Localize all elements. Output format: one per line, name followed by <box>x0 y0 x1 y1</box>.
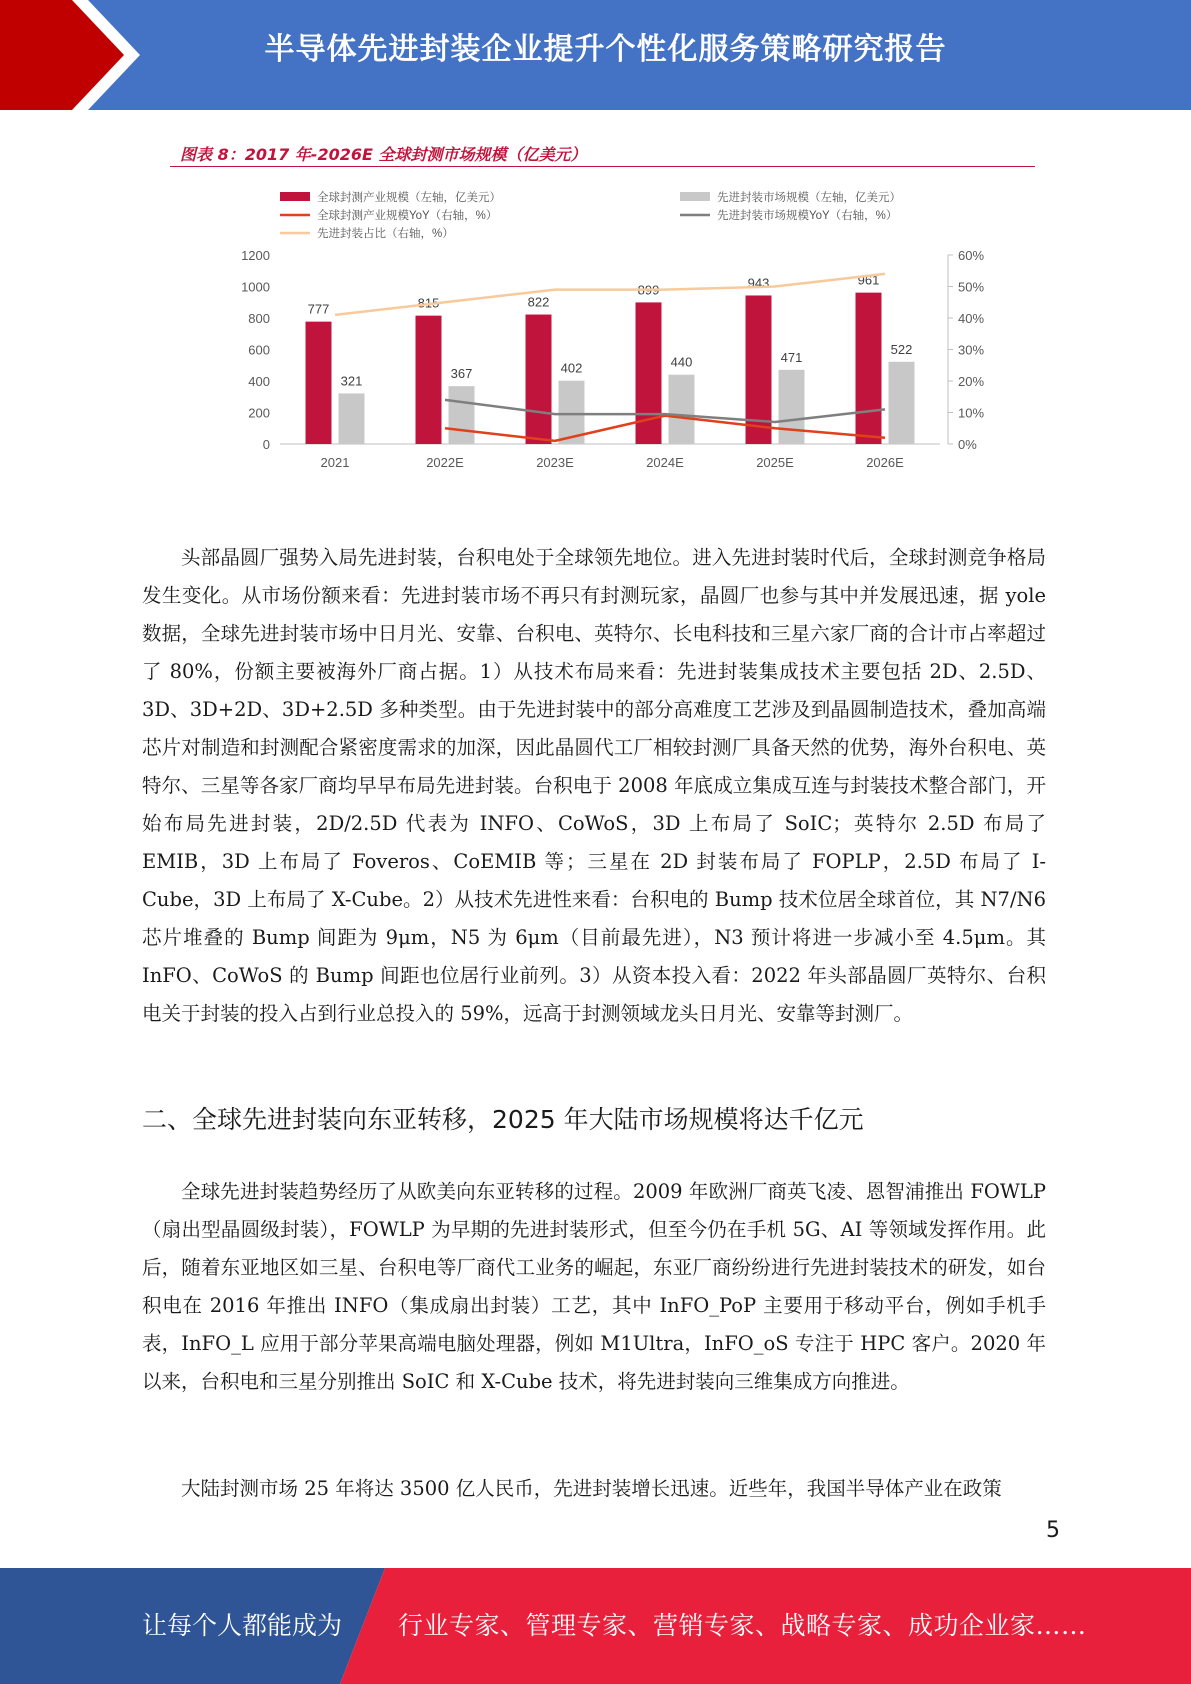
y-left-tick-label: 600 <box>248 342 270 358</box>
y-right-tick-label: 50% <box>958 279 985 295</box>
figure-caption-rule <box>170 166 1035 167</box>
y-right-tick-label: 60% <box>958 248 985 263</box>
figure-caption: 图表 8：2017 年-2026E 全球封测市场规模（亿美元） <box>180 145 587 164</box>
y-right-tick-label: 30% <box>958 342 985 358</box>
bar-data-label: 367 <box>450 366 473 382</box>
bar-data-label: 522 <box>890 341 913 357</box>
y-right-tick-label: 0% <box>958 437 977 452</box>
y-right-tick-label: 10% <box>958 405 985 421</box>
legend-label-1: 先进封装市场规模（左轴，亿美元） <box>717 192 901 204</box>
y-right-tick-label: 20% <box>958 374 985 389</box>
paragraph-2: 全球先进封装趋势经历了从欧美向东亚转移的过程。2009 年欧洲厂商英飞凌、恩智浦推出 FOWLP（扇出型晶圆级封装），FOWLP 为早期的先进封装形式，但至今仍在手机 5G、AI 等领域发挥作用。此后，随着东亚地区如三星、台积电等厂商代工业务的崛起，东亚厂商纷纷进行先进封装技术的研发，如台积电在 2016 年推出 INFO（集成扇出封装）工艺，其中 InFO_PoP 主要用于移动平台，例如手机手表，InFO_L 应用于部分苹果高端电脑处理器，例如 M1Ultra，InFO_oS 专注于 HPC 客户。2020 年以来，台积电和三星分别推出 SoIC 和 X-Cube 技术，将先进封装向三维集成方向推进。 <box>142 1180 1046 1393</box>
bar-data-label: 815 <box>417 295 440 311</box>
legend-label-3: 先进封装市场规模YoY（右轴，%） <box>717 210 898 222</box>
x-tick-label: 2023E <box>536 455 574 470</box>
bar-data-label: 822 <box>527 294 550 310</box>
legend-swatch-1 <box>680 192 710 201</box>
bar-1 <box>669 375 695 444</box>
bar-data-label: 943 <box>747 275 770 291</box>
bar-1 <box>779 370 805 444</box>
x-tick-label: 2025E <box>756 455 794 470</box>
bar-data-label: 321 <box>340 373 363 389</box>
y-left-tick-label: 800 <box>248 311 270 326</box>
bar-0 <box>526 315 552 444</box>
x-tick-label: 2022E <box>426 455 464 470</box>
series-line-3 <box>445 400 885 422</box>
series-line-2 <box>445 416 885 441</box>
paragraph-1: 头部晶圆厂强势入局先进封装，台积电处于全球领先地位。进入先进封装时代后，全球封测竞争格局发生变化。从市场份额来看：先进封装市场不再只有封测玩家，晶圆厂也参与其中并发展迅速，据 yole 数据，全球先进封装市场中日月光、安靠、台积电、英特尔、长电科技和三星六家厂商的合计市占率超过了 80%，份额主要被海外厂商占据。1）从技术布局来看：先进封装集成技术主要包括 2D、2.5D、3D、3D+2D、3D+2.5D 多种类型。由于先进封装中的部分高难度工艺涉及到晶圆制造技术，叠加高端芯片对制造和封测配合紧密度需求的加深，因此晶圆代工厂相较封测厂具备天然的优势，海外台积电、英特尔、三星等各家厂商均早早布局先进封装。台积电于 2008 年底成立集成互连与封装技术整合部门，开始布局先进封装，2D/2.5D 代表为 INFO、CoWoS，3D 上布局了 SoIC；英特尔 2.5D 布局了 EMIB，3D 上布局了 Foveros、CoEMIB 等；三星在 2D 封装布局了 FOPLP，2.5D 布局了 I-Cube，3D 上布局了 X-Cube。2）从技术先进性来看：台积电的 Bump 技术位居全球首位，其 N7/N6 芯片堆叠的 Bump 间距为 9μm，N5 为 6μm（目前最先进），N3 预计将进一步减小至 4.5μm。其 InFO、CoWoS 的 Bump 间距也位居行业前列。3）从资本投入看：2022 年头部晶圆厂英特尔、台积电关于封装的投入占到行业总投入的 59%，远高于封测领域龙头日月光、安靠等封测厂。 <box>142 546 1046 1025</box>
page-number: 5 <box>1046 1518 1060 1543</box>
y-left-tick-label: 1200 <box>241 248 270 263</box>
market-size-chart <box>230 183 985 473</box>
bar-data-label: 402 <box>560 360 583 376</box>
bar-1 <box>449 386 475 444</box>
bar-data-label: 777 <box>307 301 330 317</box>
bar-data-label: 961 <box>857 272 880 288</box>
bar-data-label: 471 <box>780 349 803 365</box>
page-footer <box>0 1568 1191 1684</box>
bar-0 <box>856 293 882 444</box>
bar-data-label: 899 <box>637 282 660 298</box>
bar-0 <box>416 316 442 444</box>
section-heading: 二、全球先进封装向东亚转移，2025 年大陆市场规模将达千亿元 <box>142 1105 864 1134</box>
x-tick-label: 2024E <box>646 455 684 470</box>
paragraph-3: 大陆封测市场 25 年将达 3500 亿人民币，先进封装增长迅速。近些年，我国半导体产业在政策 <box>181 1477 1002 1500</box>
y-right-tick-label: 40% <box>958 311 985 326</box>
x-tick-label: 2026E <box>866 455 904 470</box>
y-left-tick-label: 200 <box>248 405 270 421</box>
footer-slogan-right: 行业专家、管理专家、营销专家、战略专家、成功企业家…… <box>398 1611 1087 1640</box>
page-header <box>0 0 1191 110</box>
bar-1 <box>339 393 365 444</box>
legend-swatch-0 <box>280 192 310 201</box>
y-left-tick-label: 0 <box>262 437 270 452</box>
bar-0 <box>306 322 332 444</box>
legend-label-0: 全球封测产业规模（左轴，亿美元） <box>317 192 501 204</box>
y-left-tick-label: 400 <box>248 374 270 389</box>
footer-slogan-left: 让每个人都能成为 <box>142 1611 343 1640</box>
bar-1 <box>889 362 915 444</box>
y-left-tick-label: 1000 <box>241 279 270 295</box>
document-title: 半导体先进封装企业提升个性化服务策略研究报告 <box>264 32 947 67</box>
legend-label-2: 全球封测产业规模YoY（右轴，%） <box>317 210 498 222</box>
legend-label-4: 先进封装占比（右轴，%） <box>317 228 454 240</box>
x-tick-label: 2021 <box>320 455 350 470</box>
bar-data-label: 440 <box>670 354 693 370</box>
